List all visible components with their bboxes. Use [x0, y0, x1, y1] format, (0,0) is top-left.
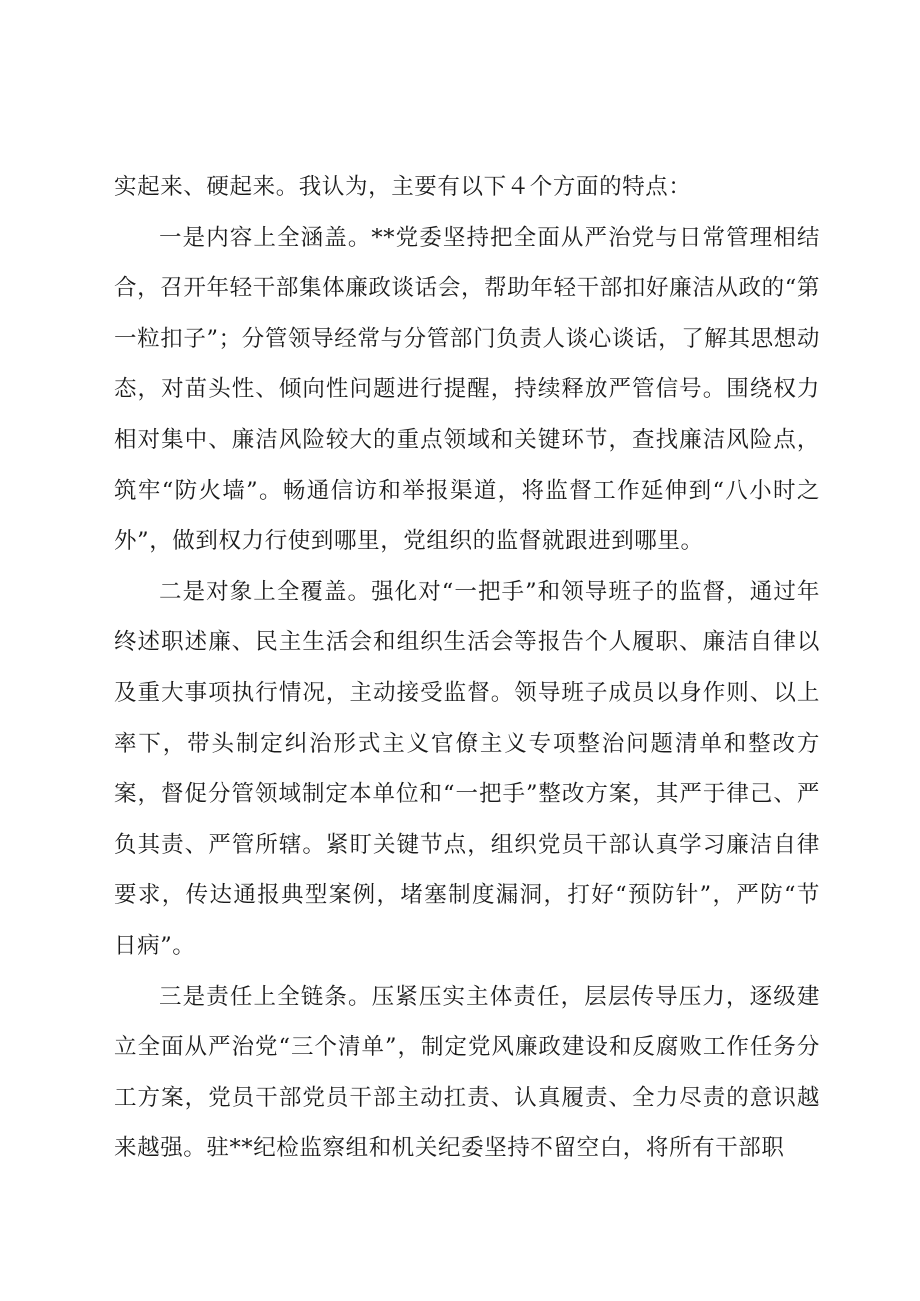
- paragraph-object-coverage: 二是对象上全覆盖。强化对“一把手”和领导班子的监督，通过年终述职述廉、民主生活会和组织生活会等报告个人履职、廉洁自律以及重大事项执行情况，主动接受监督。领导班子成员以身作则、以上率下，带头制定纠治形式主义官僚主义专项整治问题清单和整改方案，督促分管领域制定本单位和“一把手”整改方案，其严于律己、严负其责、严管所辖。紧盯关键节点，组织党员干部认真学习廉洁自律要求，传达通报典型案例，堵塞制度漏洞，打好“预防针”，严防“节日病”。: [114, 578, 820, 959]
- paragraph-content-coverage: 一是内容上全涵盖。**党委坚持把全面从严治党与日常管理相结合，召开年轻干部集体廉政谈话会，帮助年轻干部扣好廉洁从政的“第一粒扣子”；分管领导经常与分管部门负责人谈心谈话，了解其思想动态，对苗头性、倾向性问题进行提醒，持续释放严管信号。围绕权力相对集中、廉洁风险较大的重点领域和关键环节，查找廉洁风险点，筑牢“防火墙”。畅通信访和举报渠道，将监督工作延伸到“八小时之外”，做到权力行使到哪里，党组织的监督就跟进到哪里。: [114, 224, 820, 555]
- paragraph-responsibility-chain: 三是责任上全链条。压紧压实主体责任，层层传导压力，逐级建立全面从严治党“三个清单”，制定党风廉政建设和反腐败工作任务分工方案，党员干部党员干部主动扛责、认真履责、全力尽责的意识越来越强。驻**纪检监察组和机关纪委坚持不留空白，将所有干部职: [114, 983, 820, 1162]
- document-body: [114, 162, 820, 1174]
- paragraph-continuation: 实起来、硬起来。我认为，主要有以下４个方面的特点：: [114, 174, 692, 200]
